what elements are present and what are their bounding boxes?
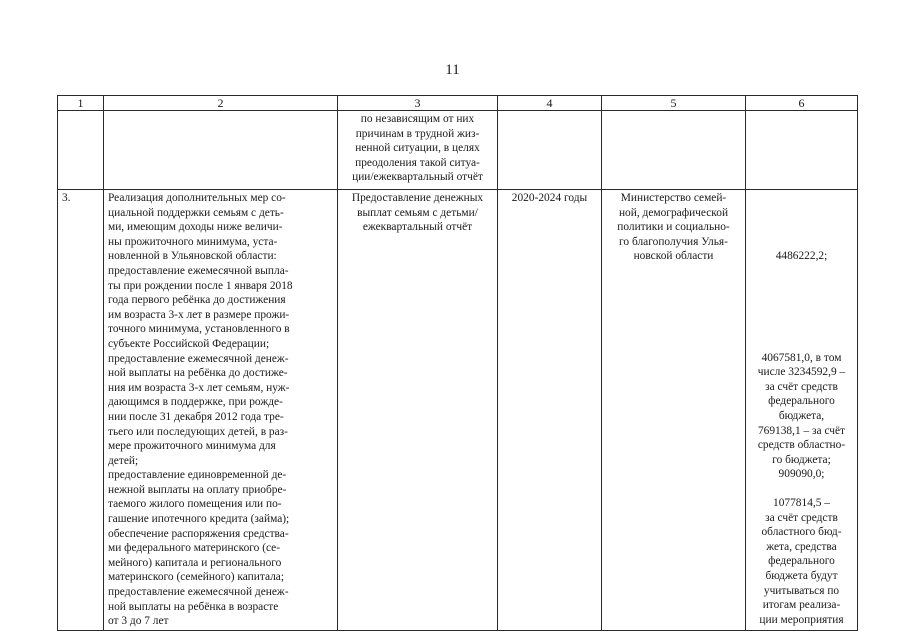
measure-item-4: обеспечение распоряжения средства- ми федерального материнского (се- мейного) капитала и регионального материнского (семейного) капитала;	[108, 527, 289, 584]
column-header-3: 3	[338, 96, 498, 111]
row-number: 3.	[58, 190, 104, 631]
column-header-4: 4	[498, 96, 602, 111]
funding-amounts	[746, 190, 858, 631]
cont-result-text: по независящим от них причинам в трудной жиз- ненной ситуации, в целях преодоления такой ситуа- ции/ежеквартальный отчёт	[352, 113, 483, 184]
expected-result	[338, 190, 498, 631]
measure-item-1: предоставление ежемесячной выпла- ты при рождении после 1 января 2018 года первого ребёнка до достижения им возраста 3-х лет в размере прожи- точного минимума, установленного в субъекте Российской Федерации;	[108, 264, 293, 350]
measure-item-3: предоставление единовременной де- нежной выплаты на оплату приобре- таемого жилого помещения или по- гашение ипотечного кредита (займа);	[108, 469, 290, 526]
column-header-6: 6	[746, 96, 858, 111]
measure-item-5: предоставление ежемесячной денеж- ной выплаты на ребёнка в возрасте от 3 до 7 лет	[108, 586, 289, 628]
page-number: 11	[445, 62, 460, 78]
measure-intro: Реализация дополнительных мер со- циальной поддержки семьям с деть- ми, имеющим доходы ниже величи- ны прожиточного минимума, уста- новленной в Ульяновской области:	[108, 192, 286, 263]
funding-item-4: 1077814,5 – за счёт средств областного бюд- жета, средства федерального бюджета будут учитываться по итогам реализа- ции мероприятия	[759, 496, 844, 626]
program-table	[57, 95, 858, 631]
cont-cell-4	[498, 111, 602, 190]
column-header-5: 5	[602, 96, 746, 111]
responsible-executor-text: Министерство семей- ной, демографической политики и социально- го благополучия Улья- новской области	[617, 192, 730, 263]
cont-cell-1	[58, 111, 104, 190]
column-header-1: 1	[58, 96, 104, 111]
measure-description	[104, 190, 338, 631]
cont-cell-6	[746, 111, 858, 190]
expected-result-text: Предоставление денежных выплат семьям с детьми/ ежеквартальный отчёт	[351, 192, 484, 234]
cont-cell-5	[602, 111, 746, 190]
funding-item-1: 4067581,0, в том числе 3234592,9 – за счёт средств федерального бюджета, 769138,1 – за счёт средств областно- го бюджета;	[757, 351, 846, 466]
cont-cell-3	[338, 111, 498, 190]
funding-total: 4486222,2;	[775, 250, 828, 262]
responsible-executor	[602, 190, 746, 631]
continuation-row	[58, 111, 858, 190]
funding-item-3: 909090,0;	[778, 468, 825, 481]
table-row	[58, 190, 858, 631]
implementation-period: 2020-2024 годы	[498, 190, 602, 631]
header-row	[58, 96, 858, 111]
cont-cell-2	[104, 111, 338, 190]
column-header-2: 2	[104, 96, 338, 111]
measure-item-2: предоставление ежемесячной денеж- ной выплаты на ребёнка до достиже- ния им возраста 3-х лет семьям, нуж- дающимся в поддержке, при рожде- нии после 31 декабря 2012 года тре- тьего или последующих детей, в раз- мере прожиточного минимума для детей;	[108, 352, 290, 467]
